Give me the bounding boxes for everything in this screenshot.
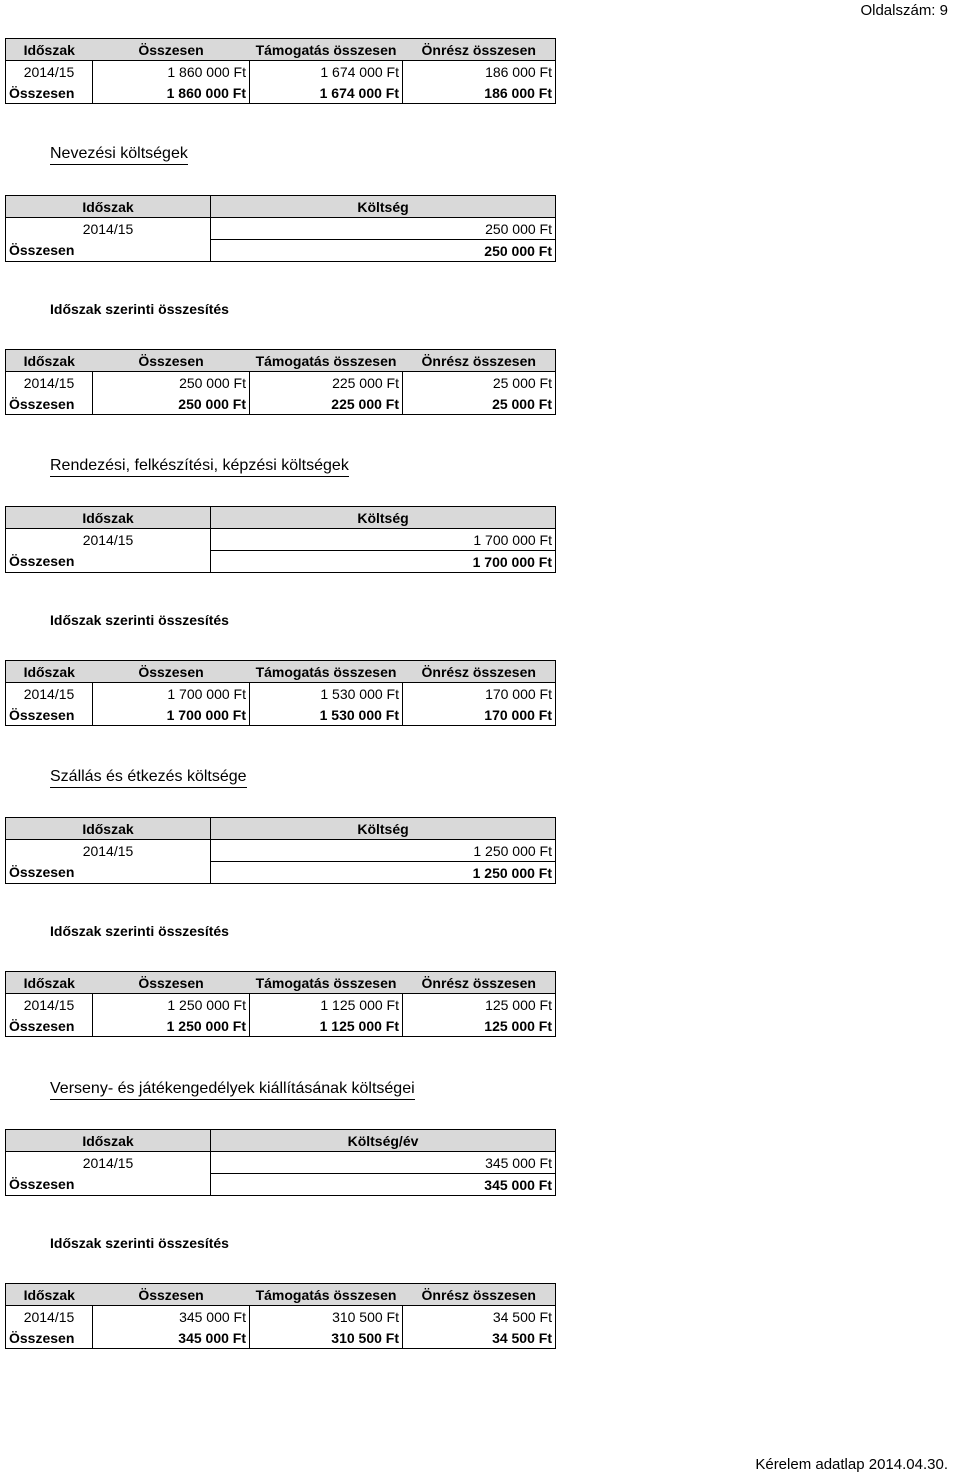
cell-own-share: 186 000 Ft xyxy=(403,82,556,104)
table-header-row xyxy=(6,507,556,529)
cell-total: 250 000 Ft xyxy=(93,372,250,394)
cell-own-share: 125 000 Ft xyxy=(403,1015,556,1037)
cell-total-label: Összesen xyxy=(6,1174,211,1196)
header-support-total: Támogatás összesen xyxy=(250,1284,403,1306)
table-row xyxy=(6,683,556,705)
cell-own-share: 34 500 Ft xyxy=(403,1327,556,1349)
cell-support: 1 530 000 Ft xyxy=(250,704,403,726)
table-total-row xyxy=(6,1327,556,1349)
header-own-share-total: Önrész összesen xyxy=(403,661,556,683)
top-summary-table xyxy=(5,38,556,104)
table-total-row xyxy=(6,862,556,884)
cell-total: 345 000 Ft xyxy=(93,1306,250,1328)
cell-period: 2014/15 xyxy=(6,994,93,1016)
header-support-total: Támogatás összesen xyxy=(250,972,403,994)
cell-support: 225 000 Ft xyxy=(250,393,403,415)
header-period: Időszak xyxy=(6,1284,93,1306)
header-period: Időszak xyxy=(6,39,93,61)
cell-own-share: 25 000 Ft xyxy=(403,393,556,415)
cell-own-share: 170 000 Ft xyxy=(403,704,556,726)
header-period: Időszak xyxy=(6,350,93,372)
header-cost-per-year: Költség/év xyxy=(211,1130,556,1152)
table-row xyxy=(6,218,556,240)
cell-cost: 345 000 Ft xyxy=(211,1152,556,1174)
cell-period: 2014/15 xyxy=(6,61,93,83)
cell-cost: 1 700 000 Ft xyxy=(211,529,556,551)
table-total-row xyxy=(6,82,556,104)
table-row xyxy=(6,840,556,862)
cell-total-label: Összesen xyxy=(6,1015,93,1037)
table-total-row xyxy=(6,1174,556,1196)
cell-total-label: Összesen xyxy=(6,393,93,415)
cell-period: 2014/15 xyxy=(6,840,211,862)
cell-support: 310 500 Ft xyxy=(250,1327,403,1349)
cost-table xyxy=(5,817,556,884)
cell-own-share: 25 000 Ft xyxy=(403,372,556,394)
cell-total: 345 000 Ft xyxy=(93,1327,250,1349)
cell-total: 250 000 Ft xyxy=(93,393,250,415)
page-number: Oldalszám: 9 xyxy=(860,2,948,19)
summary-table xyxy=(5,971,556,1037)
cell-support: 1 674 000 Ft xyxy=(250,61,403,83)
section-title: Verseny- és játékengedélyek kiállításának költségei xyxy=(50,1080,415,1100)
summary-subtitle: Időszak szerinti összesítés xyxy=(50,923,229,939)
cell-support: 1 125 000 Ft xyxy=(250,1015,403,1037)
table-header-row xyxy=(6,196,556,218)
table-row xyxy=(6,61,556,83)
cell-cost: 250 000 Ft xyxy=(211,218,556,240)
header-total: Összesen xyxy=(93,972,250,994)
table-row xyxy=(6,994,556,1016)
cell-total: 1 250 000 Ft xyxy=(93,994,250,1016)
cost-table xyxy=(5,1129,556,1196)
table-header-row xyxy=(6,1284,556,1306)
header-cost: Költség xyxy=(211,196,556,218)
cell-total-label: Összesen xyxy=(6,82,93,104)
header-total: Összesen xyxy=(93,661,250,683)
cell-total: 1 250 000 Ft xyxy=(93,1015,250,1037)
header-own-share-total: Önrész összesen xyxy=(403,39,556,61)
table-row xyxy=(6,1152,556,1174)
table-total-row xyxy=(6,1015,556,1037)
section-title: Nevezési költségek xyxy=(50,145,188,165)
cell-support: 1 674 000 Ft xyxy=(250,82,403,104)
summary-table xyxy=(5,1283,556,1349)
cell-own-share: 34 500 Ft xyxy=(403,1306,556,1328)
cell-period: 2014/15 xyxy=(6,372,93,394)
header-support-total: Támogatás összesen xyxy=(250,39,403,61)
cell-cost: 345 000 Ft xyxy=(211,1174,556,1196)
cost-table xyxy=(5,195,556,262)
cell-support: 225 000 Ft xyxy=(250,372,403,394)
cell-cost: 1 250 000 Ft xyxy=(211,840,556,862)
header-period: Időszak xyxy=(6,818,211,840)
cell-cost: 1 250 000 Ft xyxy=(211,862,556,884)
table-header-row xyxy=(6,818,556,840)
cell-support: 1 530 000 Ft xyxy=(250,683,403,705)
header-own-share-total: Önrész összesen xyxy=(403,972,556,994)
header-total: Összesen xyxy=(93,39,250,61)
summary-subtitle: Időszak szerinti összesítés xyxy=(50,1235,229,1251)
cell-total-label: Összesen xyxy=(6,240,211,262)
cell-own-share: 170 000 Ft xyxy=(403,683,556,705)
cell-own-share: 125 000 Ft xyxy=(403,994,556,1016)
header-total: Összesen xyxy=(93,350,250,372)
header-total: Összesen xyxy=(93,1284,250,1306)
cell-total: 1 860 000 Ft xyxy=(93,61,250,83)
header-period: Időszak xyxy=(6,972,93,994)
table-total-row xyxy=(6,393,556,415)
cell-total: 1 860 000 Ft xyxy=(93,82,250,104)
cell-support: 1 125 000 Ft xyxy=(250,994,403,1016)
table-header-row xyxy=(6,661,556,683)
header-own-share-total: Önrész összesen xyxy=(403,350,556,372)
header-own-share-total: Önrész összesen xyxy=(403,1284,556,1306)
table-header-row xyxy=(6,1130,556,1152)
summary-subtitle: Időszak szerinti összesítés xyxy=(50,301,229,317)
header-cost: Költség xyxy=(211,507,556,529)
header-period: Időszak xyxy=(6,661,93,683)
cell-period: 2014/15 xyxy=(6,683,93,705)
header-period: Időszak xyxy=(6,1130,211,1152)
table-header-row xyxy=(6,972,556,994)
section-title: Szállás és étkezés költsége xyxy=(50,768,247,788)
cell-cost: 250 000 Ft xyxy=(211,240,556,262)
header-cost: Költség xyxy=(211,818,556,840)
header-support-total: Támogatás összesen xyxy=(250,350,403,372)
cell-total: 1 700 000 Ft xyxy=(93,704,250,726)
table-header-row xyxy=(6,350,556,372)
cost-table xyxy=(5,506,556,573)
cell-period: 2014/15 xyxy=(6,1306,93,1328)
table-total-row xyxy=(6,704,556,726)
cell-total-label: Összesen xyxy=(6,551,211,573)
cell-total: 1 700 000 Ft xyxy=(93,683,250,705)
cell-total-label: Összesen xyxy=(6,704,93,726)
section-title: Rendezési, felkészítési, képzési költségek xyxy=(50,457,349,477)
table-header-row xyxy=(6,39,556,61)
table-total-row xyxy=(6,551,556,573)
summary-table xyxy=(5,349,556,415)
summary-subtitle: Időszak szerinti összesítés xyxy=(50,612,229,628)
cell-period: 2014/15 xyxy=(6,218,211,240)
table-row xyxy=(6,1306,556,1328)
header-period: Időszak xyxy=(6,507,211,529)
cell-own-share: 186 000 Ft xyxy=(403,61,556,83)
summary-table xyxy=(5,660,556,726)
table-total-row xyxy=(6,240,556,262)
header-support-total: Támogatás összesen xyxy=(250,661,403,683)
cell-total-label: Összesen xyxy=(6,862,211,884)
cell-total-label: Összesen xyxy=(6,1327,93,1349)
cell-period: 2014/15 xyxy=(6,529,211,551)
table-row xyxy=(6,372,556,394)
table-row xyxy=(6,529,556,551)
cell-support: 310 500 Ft xyxy=(250,1306,403,1328)
header-period: Időszak xyxy=(6,196,211,218)
cell-cost: 1 700 000 Ft xyxy=(211,551,556,573)
cell-period: 2014/15 xyxy=(6,1152,211,1174)
footer-doc-date: Kérelem adatlap 2014.04.30. xyxy=(755,1456,948,1473)
